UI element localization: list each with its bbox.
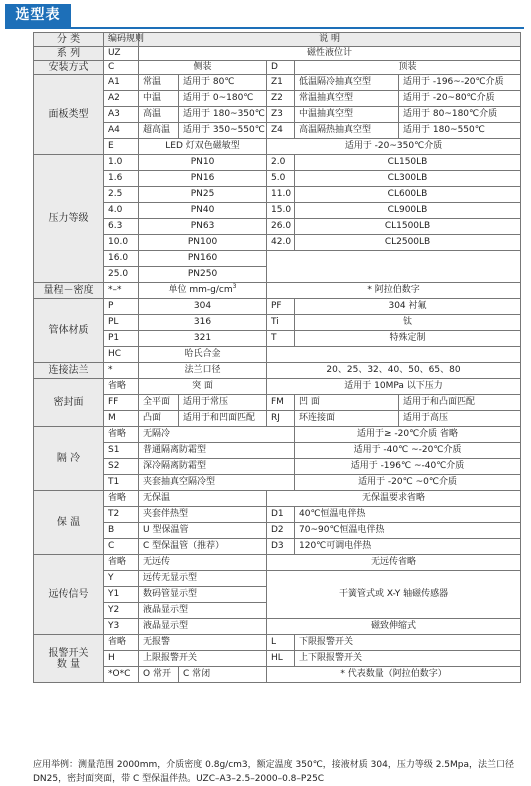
desc-cell: 液晶显示型 xyxy=(139,619,267,635)
code-cell: *–* xyxy=(104,283,139,299)
desc-cell: 适用于 -196~-20℃介质 xyxy=(399,75,521,91)
desc-cell: 顶装 xyxy=(295,61,521,75)
desc-cell: 哈氏合金 xyxy=(139,347,267,363)
desc-cell: U 型保温管 xyxy=(139,523,267,539)
desc-cell: 120℃可调电伴热 xyxy=(295,539,521,555)
desc-cell: CL2500LB xyxy=(295,235,521,251)
table-row xyxy=(34,47,521,61)
desc-cell: 适用于 -40℃ ~-20℃介质 xyxy=(295,443,521,459)
desc-cell: 适用于 0~180℃ xyxy=(179,91,267,107)
desc-cell: 适用于高压 xyxy=(399,411,521,427)
table-row xyxy=(34,459,521,475)
table-row xyxy=(34,283,521,299)
code-cell: 26.0 xyxy=(267,219,295,235)
code-cell: Z3 xyxy=(267,107,295,123)
code-cell: L xyxy=(267,635,295,651)
desc-cell: 侧装 xyxy=(139,61,267,75)
sensor-cell: 干簧管式或 X-Y 轴磁传感器 xyxy=(267,571,521,619)
category-mount: 安装方式 xyxy=(34,61,104,75)
category-alarm xyxy=(34,635,104,683)
code-cell: D xyxy=(267,61,295,75)
code-cell: Y2 xyxy=(104,603,139,619)
alarm-label-line1: 报警开关 xyxy=(48,647,89,659)
table-row xyxy=(34,235,521,251)
code-cell: Y3 xyxy=(104,619,139,635)
table-row xyxy=(34,123,521,139)
section-title: 选型表 xyxy=(5,4,71,27)
code-cell: D3 xyxy=(267,539,295,555)
code-cell: 15.0 xyxy=(267,203,295,219)
code-cell: * xyxy=(104,363,139,379)
code-cell: Ti xyxy=(267,315,295,331)
table-row xyxy=(34,507,521,523)
desc-cell: PN25 xyxy=(139,187,267,203)
desc-cell: 深冷隔离防霜型 xyxy=(139,459,295,475)
code-cell: C xyxy=(104,61,139,75)
table-row xyxy=(34,139,521,155)
code-cell: HL xyxy=(267,651,295,667)
code-cell: C xyxy=(104,539,139,555)
table-row xyxy=(34,555,521,571)
table-row xyxy=(34,491,521,507)
desc-cell: 适用于 10MPa 以下压力 xyxy=(267,379,521,395)
code-cell: A3 xyxy=(104,107,139,123)
desc-cell: 中温抽真空型 xyxy=(295,107,399,123)
desc-cell: 适用于 180~350℃ xyxy=(179,107,267,123)
table-row xyxy=(34,251,521,267)
category-series: 系 列 xyxy=(34,47,104,61)
desc-cell: 数码管显示型 xyxy=(139,587,267,603)
desc-cell: 下限报警开关 xyxy=(295,635,521,651)
code-cell: 4.0 xyxy=(104,203,139,219)
table-row xyxy=(34,619,521,635)
desc-cell: 无保温 xyxy=(139,491,267,507)
table-row xyxy=(34,363,521,379)
desc-cell: 夹套抽真空隔冷型 xyxy=(139,475,295,491)
table-row xyxy=(34,443,521,459)
desc-cell: 高温隔热抽真空型 xyxy=(295,123,399,139)
code-cell: 42.0 xyxy=(267,235,295,251)
code-cell: Y xyxy=(104,571,139,587)
code-cell: 省略 xyxy=(104,427,139,443)
desc-cell: 70~90℃恒温电伴热 xyxy=(295,523,521,539)
desc-cell: C 型保温管（推荐） xyxy=(139,539,267,555)
desc-cell: 凹 面 xyxy=(295,395,399,411)
category-cold: 隔 冷 xyxy=(34,427,104,491)
desc-cell: CL150LB xyxy=(295,155,521,171)
table-row xyxy=(34,171,521,187)
code-cell: H xyxy=(104,651,139,667)
alarm-label-line2: 数 量 xyxy=(56,658,81,670)
desc-cell: PN250 xyxy=(139,267,267,283)
desc-cell: 适用于 80℃ xyxy=(179,75,267,91)
density-unit: 单位 mm-g/cm xyxy=(168,285,233,295)
header-code: 编码规则 xyxy=(104,33,139,47)
desc-cell: C 常闭 xyxy=(179,667,267,683)
table-row xyxy=(34,379,521,395)
code-cell: 省略 xyxy=(104,379,139,395)
code-cell: S2 xyxy=(104,459,139,475)
desc-cell: 40℃恒温电伴热 xyxy=(295,507,521,523)
category-pressure: 压力等级 xyxy=(34,155,104,283)
code-cell: PF xyxy=(267,299,295,315)
desc-cell: O 常开 xyxy=(139,667,179,683)
desc-cell: PN100 xyxy=(139,235,267,251)
code-cell: 省略 xyxy=(104,555,139,571)
table-row xyxy=(34,427,521,443)
desc-cell: 凸面 xyxy=(139,411,179,427)
code-cell: 5.0 xyxy=(267,171,295,187)
code-cell: A2 xyxy=(104,91,139,107)
desc-cell: 低温隔冷抽真空型 xyxy=(295,75,399,91)
unit-superscript: 3 xyxy=(232,283,237,290)
table-row xyxy=(34,299,521,315)
category-panel: 面板类型 xyxy=(34,75,104,155)
code-cell: 25.0 xyxy=(104,267,139,283)
desc-cell: 特殊定制 xyxy=(295,331,521,347)
code-cell: S1 xyxy=(104,443,139,459)
table-row xyxy=(34,539,521,555)
code-cell: 16.0 xyxy=(104,251,139,267)
desc-cell: 适用于 350~550℃ xyxy=(179,123,267,139)
code-cell: P1 xyxy=(104,331,139,347)
desc-cell: 适用于 -20℃ ~0℃介质 xyxy=(295,475,521,491)
table-row xyxy=(34,411,521,427)
desc-cell: 无远传 xyxy=(139,555,267,571)
desc-cell: 316 xyxy=(139,315,267,331)
table-row xyxy=(34,155,521,171)
empty-cell xyxy=(267,251,521,283)
desc-cell: 全平面 xyxy=(139,395,179,411)
code-cell: 1.0 xyxy=(104,155,139,171)
code-cell: 6.3 xyxy=(104,219,139,235)
desc-cell: 适用于 80~180℃介质 xyxy=(399,107,521,123)
code-cell: P xyxy=(104,299,139,315)
table-row xyxy=(34,651,521,667)
code-cell: 省略 xyxy=(104,491,139,507)
table-row xyxy=(34,347,521,363)
desc-cell: 321 xyxy=(139,331,267,347)
table-row xyxy=(34,107,521,123)
desc-cell: 常温抽真空型 xyxy=(295,91,399,107)
desc-cell: CL1500LB xyxy=(295,219,521,235)
desc-cell: 20、25、32、40、50、65、80 xyxy=(267,363,521,379)
table-row xyxy=(34,203,521,219)
table-row xyxy=(34,667,521,683)
desc-cell xyxy=(139,283,267,299)
code-cell: RJ xyxy=(267,411,295,427)
desc-cell: 上下限报警开关 xyxy=(295,651,521,667)
table-row xyxy=(34,219,521,235)
code-cell: HC xyxy=(104,347,139,363)
code-cell: T2 xyxy=(104,507,139,523)
desc-cell: 突 面 xyxy=(139,379,267,395)
desc-cell: 适用于≥ -20℃介质 省略 xyxy=(295,427,521,443)
table-header-row xyxy=(34,33,521,47)
code-cell: M xyxy=(104,411,139,427)
table-row xyxy=(34,187,521,203)
desc-cell: 304 xyxy=(139,299,267,315)
application-example: 应用举例：测量范围 2000mm，介质密度 0.8g/cm3，额定温度 350℃，接液材质 304，压力等级 2.5Mpa，法兰口径 DN25，密封面突面，带 C 型保温伴热。UZC–A3–2.5–2000–0.8–P25C xyxy=(33,760,515,784)
desc-cell: PN10 xyxy=(139,155,267,171)
desc-cell: * 阿拉伯数字 xyxy=(267,283,521,299)
code-cell: 2.5 xyxy=(104,187,139,203)
table-row xyxy=(34,395,521,411)
code-cell: T xyxy=(267,331,295,347)
desc-cell: PN40 xyxy=(139,203,267,219)
desc-cell: * 代表数量（阿拉伯数字） xyxy=(267,667,521,683)
desc-cell: 中温 xyxy=(139,91,179,107)
code-cell: E xyxy=(104,139,139,155)
code-cell: Z4 xyxy=(267,123,295,139)
desc-cell: 常温 xyxy=(139,75,179,91)
code-cell: *O*C xyxy=(104,667,139,683)
table-row xyxy=(34,635,521,651)
category-heat: 保 温 xyxy=(34,491,104,555)
desc-cell: 普通隔离防霜型 xyxy=(139,443,295,459)
table-row xyxy=(34,91,521,107)
desc-cell: 适用于 180~550℃ xyxy=(399,123,521,139)
desc-cell: CL300LB xyxy=(295,171,521,187)
selection-table xyxy=(33,32,521,683)
desc-cell: 无远传省略 xyxy=(267,555,521,571)
desc-cell: 磁性液位计 xyxy=(139,47,521,61)
code-cell: Z1 xyxy=(267,75,295,91)
desc-cell: 法兰口径 xyxy=(139,363,267,379)
desc-cell: 高温 xyxy=(139,107,179,123)
desc-cell: PN160 xyxy=(139,251,267,267)
desc-cell: 磁致伸缩式 xyxy=(267,619,521,635)
code-cell: 省略 xyxy=(104,635,139,651)
desc-cell: 适用于和凸面匹配 xyxy=(399,395,521,411)
category-density: 量程－密度 xyxy=(34,283,104,299)
code-cell: Y1 xyxy=(104,587,139,603)
desc-cell: 液晶显示型 xyxy=(139,603,267,619)
code-cell: FF xyxy=(104,395,139,411)
desc-cell: 上限报警开关 xyxy=(139,651,267,667)
desc-cell: 适用于和凹面匹配 xyxy=(179,411,267,427)
desc-cell: 适用于 -20~80℃介质 xyxy=(399,91,521,107)
desc-cell: 适用于常压 xyxy=(179,395,267,411)
desc-cell: CL900LB xyxy=(295,203,521,219)
code-cell: Z2 xyxy=(267,91,295,107)
code-cell: 10.0 xyxy=(104,235,139,251)
desc-cell: 远传无显示型 xyxy=(139,571,267,587)
category-material: 管体材质 xyxy=(34,299,104,363)
table-row xyxy=(34,331,521,347)
code-cell: B xyxy=(104,523,139,539)
desc-cell: 无保温要求省略 xyxy=(267,491,521,507)
header-category: 分 类 xyxy=(34,33,104,47)
desc-cell: PN63 xyxy=(139,219,267,235)
table-row xyxy=(34,61,521,75)
table-row xyxy=(34,75,521,91)
code-cell: 2.0 xyxy=(267,155,295,171)
desc-cell: 无报警 xyxy=(139,635,267,651)
code-cell: T1 xyxy=(104,475,139,491)
desc-cell: 钛 xyxy=(295,315,521,331)
desc-cell: 环连接面 xyxy=(295,411,399,427)
code-cell: 11.0 xyxy=(267,187,295,203)
desc-cell: 夹套伴热型 xyxy=(139,507,267,523)
code-cell: A4 xyxy=(104,123,139,139)
code-cell: UZ xyxy=(104,47,139,61)
desc-cell: 无隔冷 xyxy=(139,427,295,443)
category-flange: 连接法兰 xyxy=(34,363,104,379)
category-seal: 密封面 xyxy=(34,379,104,427)
desc-cell: 超高温 xyxy=(139,123,179,139)
empty-cell xyxy=(267,347,521,363)
code-cell: D2 xyxy=(267,523,295,539)
table-row xyxy=(34,475,521,491)
header-description: 说 明 xyxy=(139,33,521,47)
table-row xyxy=(34,571,521,587)
desc-cell: 适用于 -20~350℃介质 xyxy=(267,139,521,155)
code-cell: D1 xyxy=(267,507,295,523)
desc-cell: 304 衬氟 xyxy=(295,299,521,315)
code-cell: A1 xyxy=(104,75,139,91)
table-row xyxy=(34,315,521,331)
desc-cell: 适用于 -196℃ ~-40℃介质 xyxy=(295,459,521,475)
category-remote: 远传信号 xyxy=(34,555,104,635)
code-cell: PL xyxy=(104,315,139,331)
code-cell: 1.6 xyxy=(104,171,139,187)
code-cell: FM xyxy=(267,395,295,411)
desc-cell: CL600LB xyxy=(295,187,521,203)
desc-cell: PN16 xyxy=(139,171,267,187)
table-row xyxy=(34,523,521,539)
desc-cell: LED 灯双色磁敏型 xyxy=(139,139,267,155)
title-underline xyxy=(5,27,524,29)
